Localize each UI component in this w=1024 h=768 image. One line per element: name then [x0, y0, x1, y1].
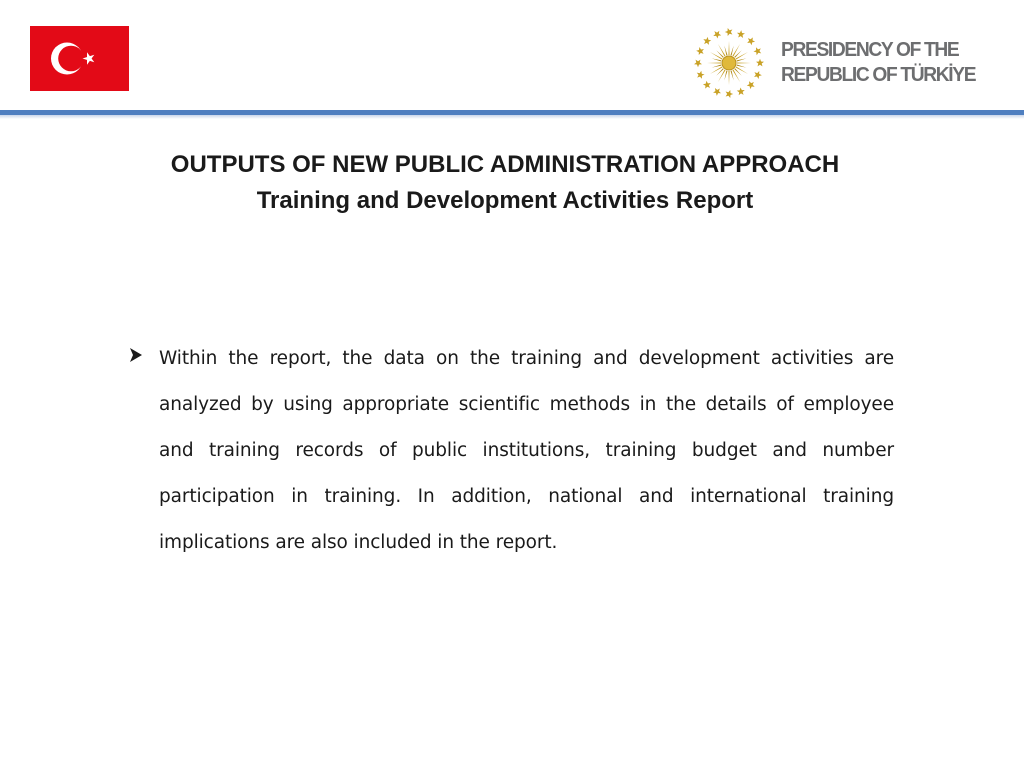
turkish-flag-icon: [30, 26, 129, 91]
logo-line-2: REPUBLIC OF TÜRKİYE: [781, 64, 976, 86]
logo-line-1: PRESIDENCY OF THE: [781, 39, 959, 61]
bullet-item-text: Within the report, the data on the training and development activities are analyzed by using appropriate scientific methods in the details of employee and training records of public institutions, training budget and number participation in training. In addition, national and international training implications are also included in the report.: [159, 348, 894, 553]
presidency-logo-text: [781, 38, 975, 88]
bullet-list: [128, 336, 894, 566]
header-divider-shadow: [0, 115, 1024, 119]
slide-subtitle: Training and Development Activities Report: [256, 187, 754, 214]
presidential-emblem-icon: [692, 26, 766, 100]
slide-title: OUTPUTS OF NEW PUBLIC ADMINISTRATION APPROACH: [170, 151, 840, 178]
slide-title-block: [0, 147, 1010, 219]
arrow-bullet-icon: [128, 347, 144, 363]
